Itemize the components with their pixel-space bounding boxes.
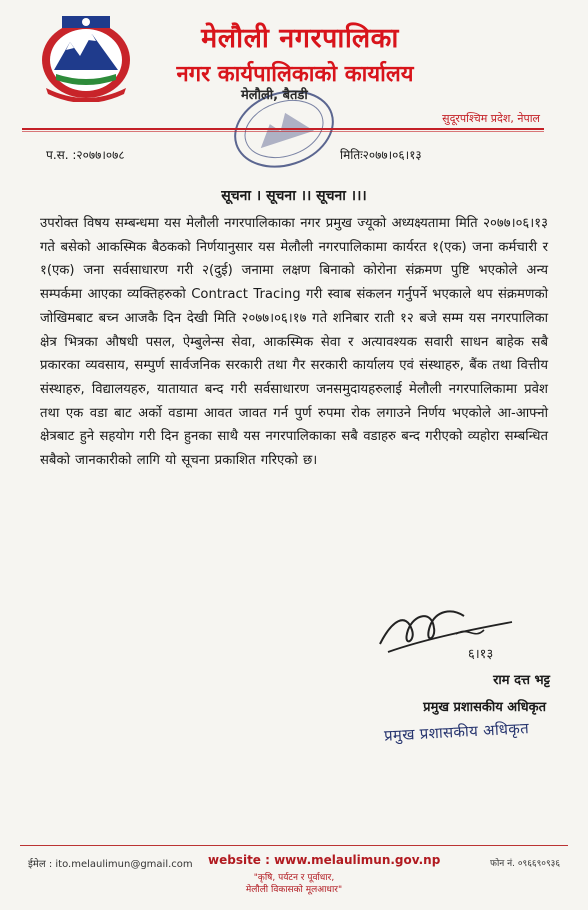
- designation-stamp: प्रमुख प्रशासकीय अधिकृत: [383, 719, 530, 745]
- issue-date: मितिः२०७७।०६।१३: [340, 148, 422, 162]
- slogan-line-1: "कृषि, पर्यटन र पूर्वाधार,: [253, 873, 335, 883]
- slogan-line-2: मेलौली विकासको मूलआधार": [245, 885, 343, 895]
- office-location: मेलौली, बैतडी: [241, 88, 308, 103]
- nepal-government-emblem: [36, 14, 136, 102]
- reference-number: प.स. :२०७७।०७८: [46, 148, 125, 162]
- municipality-name: मेलौली नगरपालिका: [201, 23, 399, 54]
- footer-website: website : www.melaulimun.gov.np: [208, 853, 441, 867]
- footer-phone: फोन नं. ०९६६९०९३६: [490, 859, 560, 869]
- footer-slogan: [0, 872, 588, 896]
- notice-heading: सूचना । सूचना ।। सूचना ।।।: [221, 188, 367, 204]
- notice-body: उपरोक्त विषय सम्बन्धमा यस मेलौली नगरपालिकाका नगर प्रमुख ज्यूको अध्यक्ष्यतामा मिति २०७७।०६।१३ गते बसेको आकस्मिक बैठकको निर्णयानुसार यस मेलौली नगरपालिकामा कार्यरत १(एक) जना कर्मचारी र १(एक) जना सर्वसाधारण गरी २(दुई) जनामा लक्षण बिनाको कोरोना संक्रमण पुष्टि भएकोले अन्य सम्पर्कमा आएका व्यक्तिहरुको Contract Tracing गरी स्वाब संकलन गर्नुपर्ने भएकाले थप संक्रमणको जोखिमबाट बच्न आजकै दिन देखी मिति २०७७।०६।१७ गते शनिबार राती १२ बजे सम्म यस नगरपालिका क्षेत्र भित्रका औषधी पसल, ऐम्बुलेन्स सेवा, आकस्मिक सेवा र अत्यावश्यक सवारी साधन बाहेक सबै प्रकारका व्यवसाय, सम्पुर्ण सार्वजनिक सरकारी तथा गैर सरकारी कार्यालय एवं संस्थाहरु, बैंक तथा वित्तीय संस्थाहरु, विद्यालयहरु, यातायात बन्द गरी सर्वसाधारण जनसमुदायहरुलाई मेलौली नगरपालिकामा प्रवेश तथा एक वडा बाट अर्को वडामा आवत जावत गर्न पुर्ण रुपमा रोक लगाउने निर्णय भएकोले आ-आफ्नो क्षेत्रबाट हुने सहयोग गरी दिन हुनका साथै यस नगरपालिकाका सबै वडाहरु बन्द गरीएको व्यहोरा सम्बन्धित सबैको जानकारीको लागि यो सूचना प्रकाशित गरिएको छ।: [40, 216, 548, 469]
- header-divider-thin: [22, 131, 544, 132]
- signer-title: प्रमुख प्रशासकीय अधिकृत: [423, 700, 546, 715]
- footer-divider: [20, 845, 568, 846]
- province-address: सुदूरपश्चिम प्रदेश, नेपाल: [442, 112, 540, 125]
- signer-name: राम दत्त भट्ट: [493, 673, 550, 688]
- handwritten-signature: [372, 600, 522, 662]
- header-divider: [22, 128, 544, 130]
- office-name: नगर कार्यपालिकाको कार्यालय: [176, 62, 414, 87]
- footer-email: ईमेल : ito.melaulimun@gmail.com: [28, 859, 193, 870]
- signature-date: ६।१३: [468, 647, 494, 662]
